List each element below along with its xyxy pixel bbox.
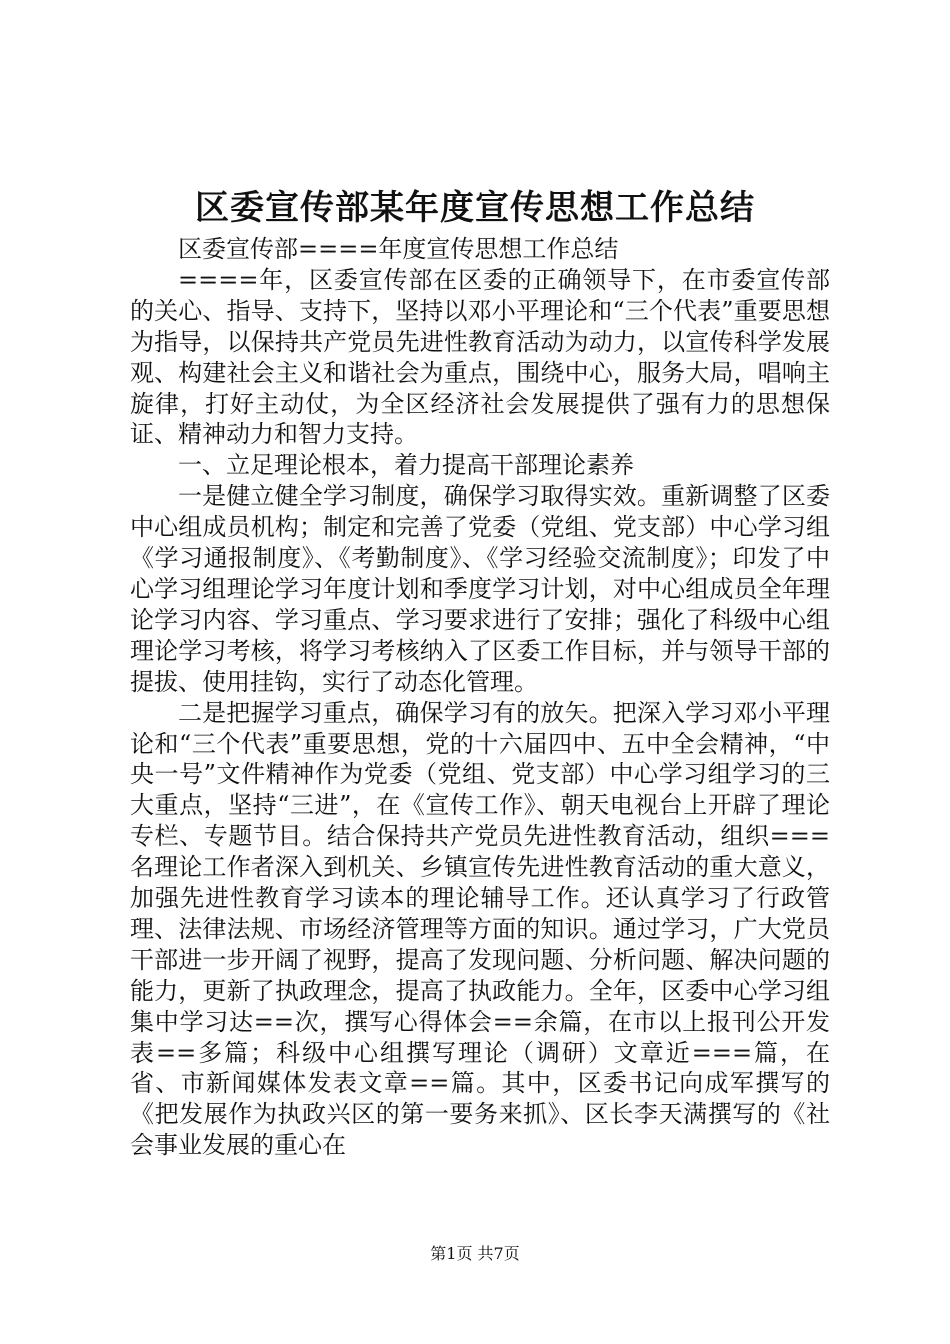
- document-body: [130, 234, 830, 1161]
- paragraph-study-system: 一是健立健全学习制度，确保学习取得实效。重新调整了区委中心组成员机构；制定和完善了党委（党组、党支部）中心学习组《学习通报制度》、《考勤制度》、《学习经验交流制度》；印发了中心学习组理论学习年度计划和季度学习计划，对中心组成员全年理论学习内容、学习重点、学习要求进行了安排；强化了科级中心组理论学习考核，将学习考核纳入了区委工作目标，并与领导干部的提拔、使用挂钩，实行了动态化管理。: [130, 482, 830, 696]
- paragraph-study-focus: 二是把握学习重点，确保学习有的放矢。把深入学习邓小平理论和“三个代表”重要思想，党的十六届四中、五中全会精神，“中央一号”文件精神作为党委（党组、党支部）中心学习组学习的三大重点，坚持“三进”，在《宣传工作》、朝天电视台上开辟了理论专栏、专题节目。结合保持共产党员先进性教育活动，组织===名理论工作者深入到机关、乡镇宣传先进性教育活动的重大意义，加强先进性教育学习读本的理论辅导工作。还认真学习了行政管理、法律法规、市场经济管理等方面的知识。通过学习，广大党员干部进一步开阔了视野，提高了发现问题、分析问题、解决问题的能力，更新了执政理念，提高了执政能力。全年，区委中心学习组集中学习达==次，撰写心得体会==余篇，在市以上报刊公开发表==多篇；科级中心组撰写理论（调研）文章近===篇，在省、市新闻媒体发表文章==篇。其中，区委书记向成军撰写的《把发展作为执政兴区的第一要务来抓》、区长李天满撰写的《社会事业发展的重心在: [130, 698, 830, 1160]
- page-number-footer: 第1页 共7页: [430, 1244, 520, 1263]
- paragraph-subtitle: 区委宣传部====年度宣传思想工作总结: [178, 235, 619, 263]
- document-title: 区委宣传部某年度宣传思想工作总结: [195, 188, 755, 228]
- paragraph-intro: ====年，区委宣传部在区委的正确领导下，在市委宣传部的关心、指导、支持下，坚持以邓小平理论和“三个代表”重要思想为指导，以保持共产党员先进性教育活动为动力，以宣传科学发展观、构建社会主义和谐社会为重点，围绕中心，服务大局，唱响主旋律，打好主动仗，为全区经济社会发展提供了强有力的思想保证、精神动力和智力支持。: [130, 265, 830, 449]
- section-heading-1: 一、立足理论根本，着力提高干部理论素养: [178, 451, 634, 480]
